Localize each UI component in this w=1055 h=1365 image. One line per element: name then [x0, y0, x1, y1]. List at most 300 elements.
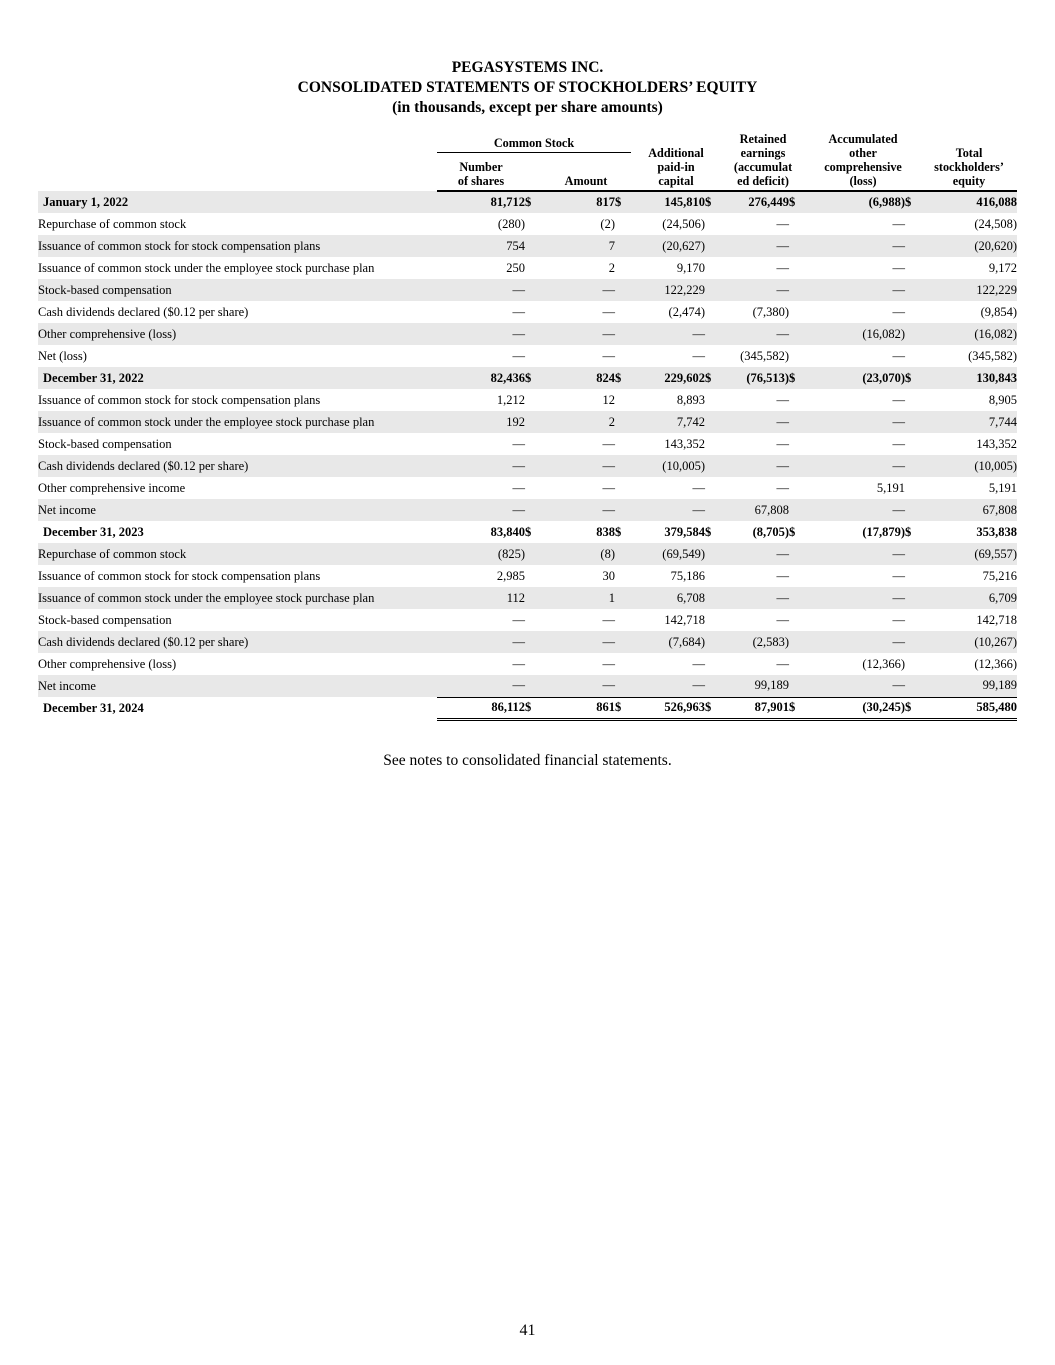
statement-units: (in thousands, except per share amounts) — [392, 99, 663, 116]
balance-row — [38, 521, 1017, 543]
balance-row — [38, 367, 1017, 389]
aoci-cell: — — [805, 587, 905, 609]
currency-symbol — [525, 389, 541, 411]
table-row — [38, 653, 1017, 675]
amount-cell: 2 — [541, 411, 615, 433]
currency-symbol — [615, 477, 631, 499]
currency-symbol — [705, 213, 721, 235]
apic-cell: 526,963 — [631, 697, 705, 719]
currency-symbol — [905, 499, 921, 521]
table-row — [38, 675, 1017, 697]
currency-symbol — [705, 279, 721, 301]
amount-cell: 7 — [541, 235, 615, 257]
total-equity-cell: 7,744 — [921, 411, 1017, 433]
currency-symbol: $ — [789, 191, 805, 213]
retained-earnings-cell: — — [776, 656, 790, 671]
currency-symbol — [615, 389, 631, 411]
shares-cell: 86,112 — [437, 697, 525, 719]
table-row — [38, 257, 1017, 279]
aoci-cell: — — [892, 260, 906, 275]
currency-symbol: $ — [705, 367, 721, 389]
apic-cell: 8,893 — [676, 392, 705, 407]
row-label: Issuance of common stock for stock compensation plans — [38, 568, 321, 583]
page-number: 41 — [519, 1322, 536, 1339]
aoci-cell: — — [805, 631, 905, 653]
total-equity-cell: 75,216 — [982, 568, 1018, 583]
apic-cell: — — [631, 675, 705, 697]
retained-earnings-cell: — — [776, 216, 790, 231]
currency-symbol: $ — [905, 367, 921, 389]
currency-symbol: $ — [905, 191, 921, 213]
table-row — [38, 609, 1017, 631]
currency-symbol — [615, 323, 631, 345]
retained-earnings-cell: 99,189 — [721, 675, 789, 697]
apic-cell: (2,474) — [668, 304, 705, 319]
table-header — [38, 132, 1017, 191]
retained-earnings-cell: 87,901 — [721, 697, 789, 719]
currency-symbol — [705, 235, 721, 257]
currency-symbol — [789, 433, 805, 455]
currency-symbol — [525, 235, 541, 257]
currency-symbol: $ — [615, 191, 631, 213]
amount-cell: 2 — [608, 260, 615, 275]
total-equity-cell: 142,718 — [976, 612, 1018, 627]
shares-cell: — — [512, 612, 525, 627]
apic-cell: 145,810 — [631, 191, 705, 213]
currency-symbol — [705, 631, 721, 653]
shares-cell: 83,840 — [490, 524, 525, 539]
total-equity-header: Total stockholders’ equity — [921, 132, 1017, 191]
total-equity-cell: 130,843 — [921, 367, 1017, 389]
currency-symbol — [525, 609, 541, 631]
currency-symbol — [525, 587, 541, 609]
total-equity-cell: 99,189 — [921, 675, 1017, 697]
aoci-cell: — — [805, 675, 905, 697]
table-row — [38, 543, 1017, 565]
total-equity-cell: (10,267) — [921, 631, 1017, 653]
total-equity-cell: 353,838 — [976, 524, 1018, 539]
table-body — [38, 191, 1017, 719]
amount-cell: — — [602, 480, 615, 495]
amount-header: Amount — [541, 152, 631, 191]
currency-symbol — [705, 565, 721, 587]
currency-symbol: $ — [525, 697, 541, 719]
shares-cell: — — [512, 480, 525, 495]
row-label: December 31, 2022 — [38, 367, 437, 389]
currency-symbol — [525, 433, 541, 455]
currency-symbol — [705, 389, 721, 411]
retained-earnings-cell: — — [721, 455, 789, 477]
currency-symbol — [615, 455, 631, 477]
currency-symbol — [525, 675, 541, 697]
retained-earnings-cell: — — [776, 260, 790, 275]
currency-symbol — [705, 609, 721, 631]
retained-earnings-cell: (7,380) — [752, 304, 790, 319]
currency-symbol: $ — [615, 367, 631, 389]
currency-symbol — [789, 587, 805, 609]
apic-cell: 7,742 — [631, 411, 705, 433]
row-label: Net (loss) — [38, 348, 87, 363]
common-stock-header: Common Stock — [437, 132, 631, 152]
currency-symbol — [905, 543, 921, 565]
currency-symbol — [905, 301, 921, 323]
currency-symbol — [789, 411, 805, 433]
row-label: January 1, 2022 — [38, 191, 437, 213]
row-label: Cash dividends declared ($0.12 per share) — [38, 455, 437, 477]
aoci-cell: — — [805, 235, 905, 257]
aoci-cell: (17,879) — [862, 524, 906, 539]
currency-symbol — [905, 587, 921, 609]
retained-earnings-cell: — — [776, 480, 790, 495]
amount-cell: (2) — [600, 216, 615, 231]
currency-symbol — [525, 279, 541, 301]
currency-symbol — [705, 675, 721, 697]
row-label: December 31, 2024 — [43, 700, 144, 715]
currency-symbol — [615, 213, 631, 235]
row-label: Issuance of common stock for stock compensation plans — [38, 392, 321, 407]
shares-cell: 82,436 — [437, 367, 525, 389]
table-row — [38, 587, 1017, 609]
currency-symbol — [905, 235, 921, 257]
currency-symbol — [789, 675, 805, 697]
currency-symbol: $ — [905, 697, 921, 719]
shares-cell: 81,712 — [437, 191, 525, 213]
retained-earnings-cell: — — [721, 587, 789, 609]
table-row — [38, 345, 1017, 367]
amount-cell: 817 — [541, 191, 615, 213]
currency-symbol — [789, 653, 805, 675]
amount-cell: 838 — [596, 524, 615, 539]
apic-cell: 6,708 — [631, 587, 705, 609]
currency-symbol — [789, 235, 805, 257]
aoci-cell: — — [805, 411, 905, 433]
total-equity-cell: (9,854) — [980, 304, 1018, 319]
currency-symbol — [789, 565, 805, 587]
currency-symbol — [705, 257, 721, 279]
currency-symbol: $ — [615, 697, 631, 719]
currency-symbol — [905, 653, 921, 675]
currency-symbol — [615, 411, 631, 433]
shares-cell: — — [437, 631, 525, 653]
apic-cell: (7,684) — [631, 631, 705, 653]
amount-cell: — — [602, 656, 615, 671]
total-equity-cell: 6,709 — [921, 587, 1017, 609]
balance-row — [38, 191, 1017, 213]
retained-earnings-header: Retained earnings (accumulat ed deficit) — [721, 132, 805, 191]
currency-symbol — [905, 433, 921, 455]
currency-symbol — [705, 411, 721, 433]
retained-earnings-cell: (345,582) — [740, 348, 790, 363]
shares-cell: 112 — [437, 587, 525, 609]
amount-cell: — — [602, 304, 615, 319]
currency-symbol: $ — [525, 524, 532, 539]
aoci-cell: — — [805, 455, 905, 477]
statement-title: CONSOLIDATED STATEMENTS OF STOCKHOLDERS’ EQUITY — [297, 79, 758, 96]
shares-cell: 754 — [437, 235, 525, 257]
currency-symbol — [615, 433, 631, 455]
currency-symbol — [615, 499, 631, 521]
currency-symbol — [789, 499, 805, 521]
amount-cell: — — [541, 279, 615, 301]
row-label: December 31, 2023 — [43, 524, 144, 539]
retained-earnings-cell: (2,583) — [721, 631, 789, 653]
aoci-cell: (6,988) — [805, 191, 905, 213]
aoci-cell: — — [892, 348, 906, 363]
currency-symbol: $ — [705, 524, 712, 539]
retained-earnings-cell: — — [776, 436, 790, 451]
total-equity-cell: (20,620) — [921, 235, 1017, 257]
currency-symbol: $ — [525, 191, 541, 213]
row-label: Repurchase of common stock — [38, 543, 437, 565]
currency-symbol — [789, 323, 805, 345]
currency-symbol — [705, 587, 721, 609]
currency-symbol — [905, 257, 921, 279]
currency-symbol — [615, 609, 631, 631]
aoci-cell: (23,070) — [805, 367, 905, 389]
currency-symbol — [905, 609, 921, 631]
currency-symbol: $ — [615, 524, 622, 539]
shares-cell: — — [437, 455, 525, 477]
aoci-header: Accumulated other comprehensive (loss) — [805, 132, 921, 191]
currency-symbol — [905, 631, 921, 653]
apic-header: Additional paid-in capital — [631, 132, 721, 191]
aoci-cell: (16,082) — [805, 323, 905, 345]
total-equity-cell: 122,229 — [921, 279, 1017, 301]
currency-symbol — [905, 345, 921, 367]
shares-cell: 1,212 — [496, 392, 525, 407]
aoci-cell: — — [892, 612, 906, 627]
retained-earnings-cell: — — [721, 279, 789, 301]
aoci-cell: — — [805, 499, 905, 521]
apic-cell: 379,584 — [664, 524, 705, 539]
shares-cell: (280) — [497, 216, 525, 231]
shares-cell: — — [512, 348, 525, 363]
apic-cell: 142,718 — [664, 612, 705, 627]
table-row — [38, 301, 1017, 323]
apic-cell: 122,229 — [631, 279, 705, 301]
row-label: Net income — [38, 675, 437, 697]
amount-cell: (8) — [541, 543, 615, 565]
retained-earnings-cell: (8,705) — [752, 524, 790, 539]
currency-symbol — [905, 279, 921, 301]
apic-cell: — — [692, 348, 705, 363]
total-equity-cell: 8,905 — [988, 392, 1018, 407]
currency-symbol — [905, 323, 921, 345]
apic-cell: (69,549) — [631, 543, 705, 565]
apic-cell: 229,602 — [631, 367, 705, 389]
currency-symbol: $ — [905, 524, 912, 539]
currency-symbol — [705, 433, 721, 455]
aoci-cell: 5,191 — [876, 480, 906, 495]
currency-symbol: $ — [705, 697, 721, 719]
currency-symbol — [789, 213, 805, 235]
shares-cell: — — [512, 436, 525, 451]
aoci-cell: — — [892, 436, 906, 451]
total-equity-cell: 9,172 — [988, 260, 1018, 275]
aoci-cell: (30,245) — [805, 697, 905, 719]
retained-earnings-cell: — — [721, 411, 789, 433]
table-row — [38, 389, 1017, 411]
total-equity-cell: (24,508) — [974, 216, 1018, 231]
amount-cell: 861 — [541, 697, 615, 719]
currency-symbol — [789, 257, 805, 279]
currency-symbol — [615, 653, 631, 675]
currency-symbol: $ — [789, 697, 805, 719]
row-label: Net income — [38, 499, 437, 521]
total-equity-cell: 585,480 — [921, 697, 1017, 719]
row-label: Stock-based compensation — [38, 279, 437, 301]
balance-row — [38, 697, 1017, 719]
currency-symbol — [525, 411, 541, 433]
amount-cell: — — [541, 323, 615, 345]
currency-symbol — [615, 675, 631, 697]
row-label: Cash dividends declared ($0.12 per share) — [38, 304, 249, 319]
currency-symbol — [615, 279, 631, 301]
currency-symbol — [905, 213, 921, 235]
currency-symbol — [525, 499, 541, 521]
total-equity-cell: (16,082) — [921, 323, 1017, 345]
amount-cell: — — [602, 436, 615, 451]
aoci-cell: — — [892, 568, 906, 583]
equity-table — [38, 132, 1017, 721]
table-row — [38, 499, 1017, 521]
row-label: Stock-based compensation — [38, 436, 172, 451]
shares-cell: — — [512, 304, 525, 319]
table-row — [38, 565, 1017, 587]
aoci-cell: (12,366) — [862, 656, 906, 671]
row-label: Other comprehensive (loss) — [38, 656, 177, 671]
currency-symbol — [615, 565, 631, 587]
retained-earnings-cell: — — [721, 235, 789, 257]
currency-symbol — [789, 389, 805, 411]
amount-cell: 30 — [602, 568, 615, 583]
currency-symbol — [905, 411, 921, 433]
table-row — [38, 279, 1017, 301]
retained-earnings-cell: — — [776, 568, 790, 583]
total-equity-cell: (69,557) — [921, 543, 1017, 565]
currency-symbol — [789, 477, 805, 499]
currency-symbol — [615, 257, 631, 279]
shares-cell: 2,985 — [496, 568, 525, 583]
row-label: Other comprehensive (loss) — [38, 323, 437, 345]
row-label: Other comprehensive income — [38, 480, 186, 495]
currency-symbol — [525, 345, 541, 367]
currency-symbol — [615, 587, 631, 609]
retained-earnings-cell: — — [776, 612, 790, 627]
shares-cell: — — [437, 323, 525, 345]
retained-earnings-cell: (76,513) — [721, 367, 789, 389]
total-equity-cell: (10,005) — [921, 455, 1017, 477]
currency-symbol — [789, 543, 805, 565]
apic-cell: (10,005) — [631, 455, 705, 477]
shares-cell: (825) — [437, 543, 525, 565]
currency-symbol — [705, 301, 721, 323]
currency-symbol — [789, 609, 805, 631]
currency-symbol — [705, 499, 721, 521]
table-row — [38, 213, 1017, 235]
company-name: PEGASYSTEMS INC. — [451, 59, 604, 76]
table-row — [38, 411, 1017, 433]
amount-cell: — — [541, 631, 615, 653]
currency-symbol — [705, 477, 721, 499]
currency-symbol — [705, 653, 721, 675]
apic-cell: (24,506) — [662, 216, 705, 231]
currency-symbol — [905, 477, 921, 499]
shares-cell: 250 — [506, 260, 525, 275]
currency-symbol — [789, 631, 805, 653]
apic-cell: 75,186 — [670, 568, 705, 583]
aoci-cell: — — [892, 392, 906, 407]
shares-cell: — — [437, 675, 525, 697]
total-equity-cell: 67,808 — [921, 499, 1017, 521]
total-equity-cell: 416,088 — [921, 191, 1017, 213]
amount-cell: 824 — [541, 367, 615, 389]
total-equity-cell: (345,582) — [968, 348, 1018, 363]
apic-cell: — — [631, 323, 705, 345]
currency-symbol: $ — [789, 367, 805, 389]
currency-symbol — [525, 455, 541, 477]
shares-header: Number of shares — [437, 152, 525, 191]
currency-symbol — [905, 675, 921, 697]
currency-symbol — [525, 257, 541, 279]
currency-symbol — [525, 323, 541, 345]
row-label: Issuance of common stock under the employee stock purchase plan — [38, 587, 437, 609]
currency-symbol — [905, 389, 921, 411]
currency-symbol — [525, 543, 541, 565]
amount-cell: — — [541, 455, 615, 477]
row-label: Repurchase of common stock — [38, 216, 187, 231]
aoci-cell: — — [805, 543, 905, 565]
total-equity-cell: (12,366) — [974, 656, 1018, 671]
apic-cell: — — [631, 499, 705, 521]
retained-earnings-cell: — — [721, 323, 789, 345]
currency-symbol — [525, 477, 541, 499]
total-equity-cell: 143,352 — [976, 436, 1018, 451]
currency-symbol — [525, 565, 541, 587]
shares-cell: — — [512, 656, 525, 671]
shares-cell: 192 — [437, 411, 525, 433]
currency-symbol — [525, 653, 541, 675]
apic-cell: (20,627) — [631, 235, 705, 257]
currency-symbol — [705, 345, 721, 367]
table-row — [38, 631, 1017, 653]
row-label: Stock-based compensation — [38, 612, 172, 627]
currency-symbol — [789, 279, 805, 301]
table-row — [38, 455, 1017, 477]
currency-symbol: $ — [525, 367, 541, 389]
apic-cell: 143,352 — [664, 436, 705, 451]
currency-symbol — [615, 345, 631, 367]
amount-cell: 12 — [602, 392, 615, 407]
currency-symbol — [789, 345, 805, 367]
currency-symbol — [615, 235, 631, 257]
currency-symbol — [705, 323, 721, 345]
shares-cell: — — [437, 279, 525, 301]
apic-cell: — — [692, 656, 705, 671]
currency-symbol — [615, 543, 631, 565]
row-label: Cash dividends declared ($0.12 per share) — [38, 631, 437, 653]
table-row — [38, 323, 1017, 345]
currency-symbol — [525, 213, 541, 235]
currency-symbol — [705, 543, 721, 565]
aoci-cell: — — [892, 216, 906, 231]
retained-earnings-cell: 67,808 — [721, 499, 789, 521]
currency-symbol — [525, 301, 541, 323]
table-row — [38, 477, 1017, 499]
row-label: Issuance of common stock under the employee stock purchase plan — [38, 260, 375, 275]
row-label: Issuance of common stock under the employee stock purchase plan — [38, 411, 437, 433]
row-label: Issuance of common stock for stock compensation plans — [38, 235, 437, 257]
